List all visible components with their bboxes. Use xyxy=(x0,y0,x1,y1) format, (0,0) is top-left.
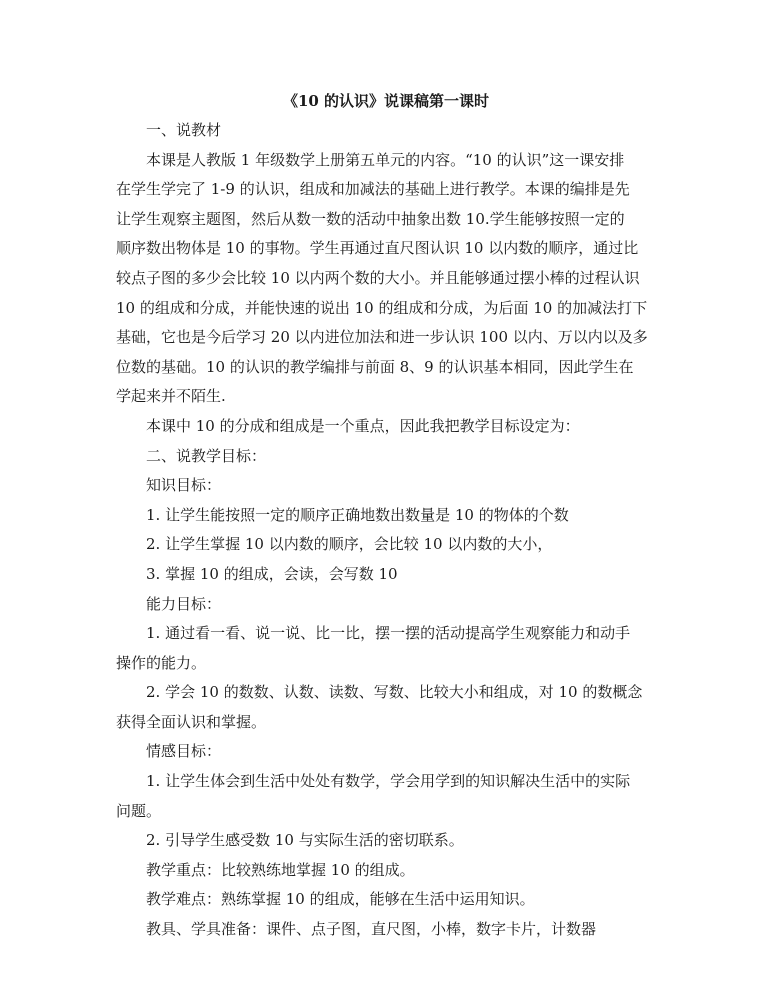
emotion-goal-item xyxy=(116,767,656,826)
knowledge-goal-item: 2. 让学生掌握 10 以内数的顺序，会比较 10 以内数的大小， xyxy=(146,535,553,554)
paragraph-line: 位数的基础。10 的认识的教学编排与前面 8、9 的认识基本相同，因此学生在 xyxy=(116,357,634,376)
paragraph-key-point-intro: 本课中 10 的分成和组成是一个重点，因此我把教学目标设定为： xyxy=(146,416,580,435)
teaching-difficult-point: 教学难点：熟练掌握 10 的组成，能够在生活中运用知识。 xyxy=(146,890,535,909)
paragraph-line: 获得全面认识和掌握。 xyxy=(116,712,267,731)
emotion-goal-item: 2. 引导学生感受数 10 与实际生活的密切联系。 xyxy=(146,831,464,850)
ability-goal-item xyxy=(116,678,656,737)
paragraph-line: 学起来并不陌生. xyxy=(116,387,226,406)
paragraph-line: 10 的组成和分成，并能快速的说出 10 的组成和分成，为后面 10 的加减法打下 xyxy=(116,298,648,317)
section-heading-teaching-goals: 二、说教学目标： xyxy=(146,446,267,465)
knowledge-goal-item: 3. 掌握 10 的组成，会读，会写数 10 xyxy=(146,564,398,583)
paragraph-line: 问题。 xyxy=(116,801,162,820)
subheading-ability-goals: 能力目标： xyxy=(146,594,222,613)
knowledge-goal-item: 1. 让学生能按照一定的顺序正确地数出数量是 10 的物体的个数 xyxy=(146,505,569,524)
paragraph-line: 较点子图的多少会比较 10 以内两个数的大小。并且能够通过摆小棒的过程认识 xyxy=(116,268,640,287)
teaching-materials: 教具、学具准备：课件、点子图，直尺图，小棒，数字卡片，计数器 xyxy=(146,920,597,939)
paragraph-line: 2. 学会 10 的数数、认数、读数、写数、比较大小和组成，对 10 的数概念 xyxy=(146,683,643,702)
document-page xyxy=(116,88,656,945)
paragraph-teaching-material xyxy=(116,146,656,412)
ability-goal-item xyxy=(116,619,656,678)
subheading-emotion-goals: 情感目标： xyxy=(146,742,222,761)
paragraph-line: 本课是人教版 1 年级数学上册第五单元的内容。“10 的认识”这一课安排 xyxy=(146,150,625,169)
paragraph-line: 1. 让学生体会到生活中处处有数学，学会用学到的知识解决生活中的实际 xyxy=(146,772,631,791)
section-heading-teaching-material: 一、说教材 xyxy=(146,121,222,139)
paragraph-line: 在学生学完了 1-9 的认识，组成和加减法的基础上进行教学。本课的编排是先 xyxy=(116,180,630,199)
document-title: 《10 的认识》说课稿第一课时 xyxy=(282,92,490,110)
paragraph-line: 操作的能力。 xyxy=(116,653,207,672)
subheading-knowledge-goals: 知识目标： xyxy=(146,476,222,495)
paragraph-line: 基础，它也是今后学习 20 以内进位加法和进一步认识 100 以内、万以内以及多 xyxy=(116,328,648,347)
paragraph-line: 1. 通过看一看、说一说、比一比，摆一摆的活动提高学生观察能力和动手 xyxy=(146,624,631,643)
teaching-key-point: 教学重点：比较熟练地掌握 10 的组成。 xyxy=(146,860,415,879)
paragraph-line: 顺序数出物体是 10 的事物。学生再通过直尺图认识 10 以内数的顺序，通过比 xyxy=(116,239,639,258)
paragraph-line: 让学生观察主题图，然后从数一数的活动中抽象出数 10.学生能够按照一定的 xyxy=(116,209,625,228)
